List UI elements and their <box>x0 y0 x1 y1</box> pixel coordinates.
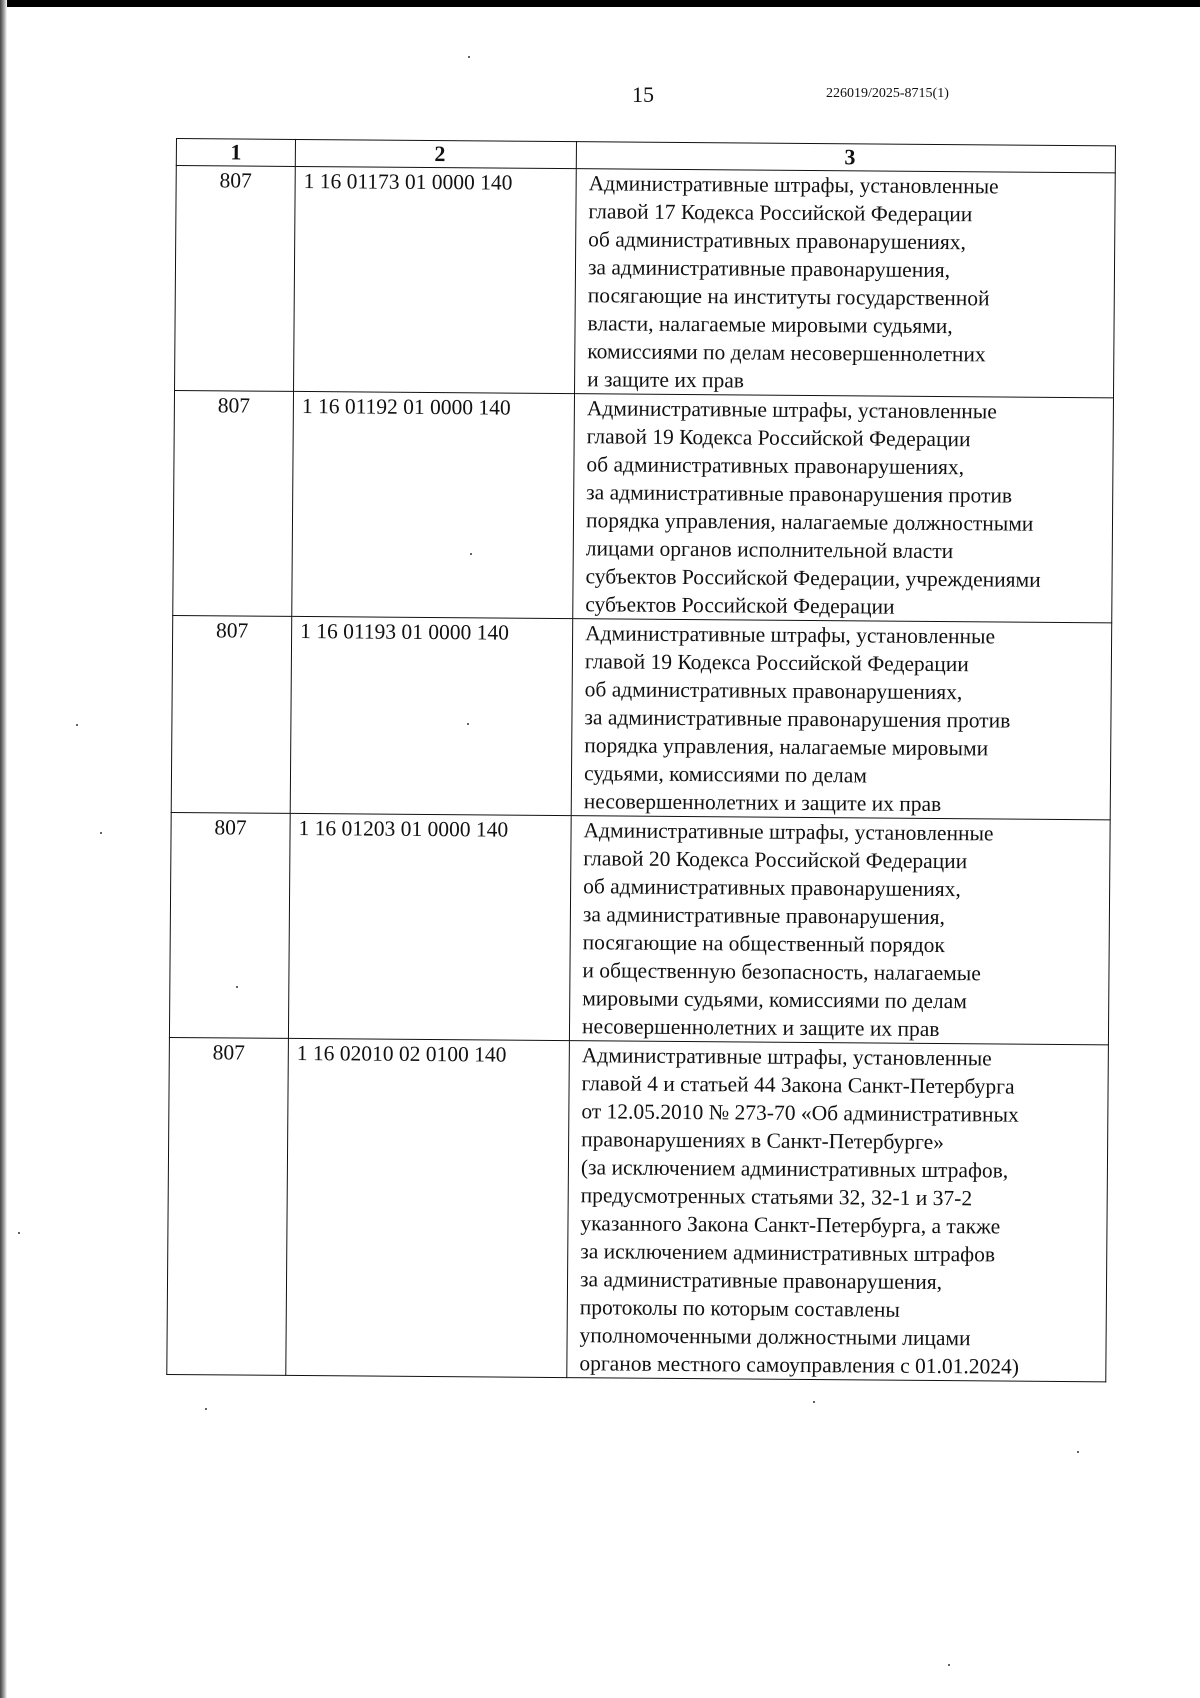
description-cell: Административные штрафы, установленные главой 4 и статьей 44 Закона Санкт-Петербурга от 12.05.2010 № 273-70 «Об административных правонарушениях в Санкт-Петербурге» (за исключением административных штрафов, предусмотренных статьями 32, 32-1 и 37-2 указанного Закона Санкт-Петербурга, а также за исключением административных штрафов за административные правонарушения, протоколы по которым составлены уполномоченными должностными лицами органов местного самоуправления с 01.01.2024) <box>567 1041 1109 1382</box>
scan-speck <box>236 986 238 988</box>
scan-speck <box>467 723 469 725</box>
budget-code-cell: 1 16 01203 01 0000 140 <box>288 813 571 1040</box>
scan-speck <box>1077 1451 1079 1453</box>
admin-code-cell: 807 <box>175 166 296 392</box>
description-cell: Административные штрафы, установленные главой 19 Кодекса Российской Федерации об административных правонарушениях, за административные правонарушения против порядка управления, налагаемые должностными лицами органов исполнительной власти субъектов Российской Федерации, учреждениями субъектов Российской Федерации <box>573 394 1114 623</box>
budget-code-cell: 1 16 01193 01 0000 140 <box>290 616 573 815</box>
table-row <box>169 812 1110 1044</box>
column-header-1: 1 <box>176 139 295 167</box>
description-cell: Административные штрафы, установленные главой 19 Кодекса Российской Федерации об административных правонарушениях, за административные правонарушения против порядка управления, налагаемые мировыми судьями, комиссиями по делам несовершеннолетних и защите их прав <box>571 619 1112 820</box>
budget-codes-table <box>166 138 1116 1382</box>
table-row <box>171 615 1112 819</box>
scan-speck <box>948 1664 950 1666</box>
column-header-3: 3 <box>576 142 1115 173</box>
scan-speck <box>205 1408 207 1410</box>
admin-code-cell: 807 <box>171 615 292 813</box>
scan-speck <box>468 56 470 58</box>
scan-speck <box>100 832 102 834</box>
scan-top-edge <box>0 0 1200 7</box>
table-row <box>175 166 1116 398</box>
scan-speck <box>470 553 472 555</box>
page-number: 15 <box>632 82 654 107</box>
admin-code-cell: 807 <box>173 390 294 616</box>
description-cell: Административные штрафы, установленные главой 20 Кодекса Российской Федерации об административных правонарушениях, за административные правонарушения, посягающие на общественный порядок и общественную безопасность, налагаемые мировыми судьями, комиссиями по делам несовершеннолетних и защите их прав <box>569 816 1110 1045</box>
table-body <box>167 166 1115 1382</box>
table-row <box>167 1037 1109 1381</box>
scan-speck <box>18 1232 20 1234</box>
scan-left-edge <box>0 0 7 1698</box>
column-header-2: 2 <box>295 139 576 168</box>
scan-speck <box>76 724 78 726</box>
budget-code-cell: 1 16 01192 01 0000 140 <box>292 391 575 618</box>
admin-code-cell: 807 <box>169 812 290 1038</box>
description-cell: Административные штрафы, установленные главой 17 Кодекса Российской Федерации об административных правонарушениях, за административные правонарушения, посягающие на институты государственной власти, налагаемые мировыми судьями, комиссиями по делам несовершеннолетних и защите их прав <box>575 169 1116 398</box>
document-number: 226019/2025-8715(1) <box>826 86 949 101</box>
budget-code-cell: 1 16 02010 02 0100 140 <box>286 1038 570 1377</box>
admin-code-cell: 807 <box>167 1037 289 1375</box>
scan-speck <box>813 1401 815 1403</box>
budget-code-cell: 1 16 01173 01 0000 140 <box>294 166 577 393</box>
table-row <box>173 390 1114 622</box>
